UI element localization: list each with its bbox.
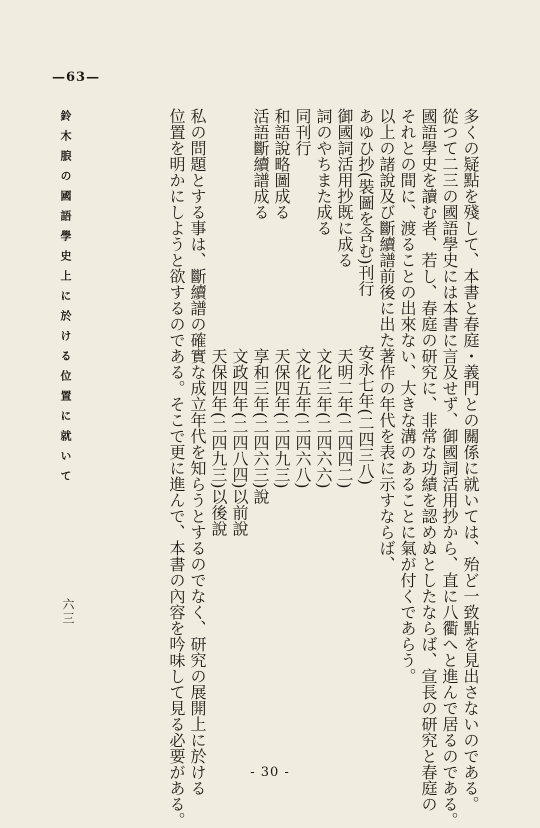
side-page-number: 六三: [61, 598, 75, 626]
text-column: 以上の諸說及び斷續譜前後に出た著作の年代を表に示すならば、: [377, 108, 396, 572]
table-row: 御國詞活用抄既に成る 天明二年(二四四二): [335, 108, 354, 489]
table-row: 文政四年(二四八四)以前說: [230, 108, 249, 537]
page-number-bottom: - 30 -: [250, 765, 290, 780]
text-column: 私の問題とする事は、斷續譜の確實な成立年代を知らうとするのでなく、研究の展開上に於ける: [188, 108, 207, 796]
table-row: 天保四年(二四九三)以後說: [209, 108, 228, 537]
table-row: 同刊行 文化五年(二四六八): [293, 108, 312, 489]
text-column: 位置を明かにしようと欲するのである。そこで更に進んで、本書の內容を吟味して見る必要がある。: [167, 108, 186, 828]
table-row: あゆひ抄(裝圖を含む)刊行 安永七年(二四三八): [356, 108, 375, 485]
table-row: 詞のやちまた成る 文化三年(二四六六): [314, 108, 333, 489]
text-column: 國語學史を讀む者、若し、春庭の研究に、非常な功績を認めぬとしたならば、宣長の研究と春庭の: [419, 108, 438, 812]
text-column: 多くの疑點を殘して、本書と春庭・義門との關係に就いては、殆ど一致點を見出さないのである。: [461, 108, 480, 812]
running-title: 鈴木朖の國語學史上に於ける位置に就いて: [59, 110, 72, 490]
page-number-top: —63—: [52, 70, 101, 85]
table-row: 和語說略圖成る 天保四年(二四九三): [272, 108, 291, 489]
table-row: 活語斷續譜成る 享和三年(二四六三)說: [251, 108, 270, 505]
text-column: 從つて二三の國語學史には本書に言及せず、御國詞活用抄から、直に八衢へと進んで居るのである。: [440, 108, 459, 828]
text-column: それとの間に、渡ることの出來ない、大きな溝のあることに氣が付くであらう。: [398, 108, 417, 684]
